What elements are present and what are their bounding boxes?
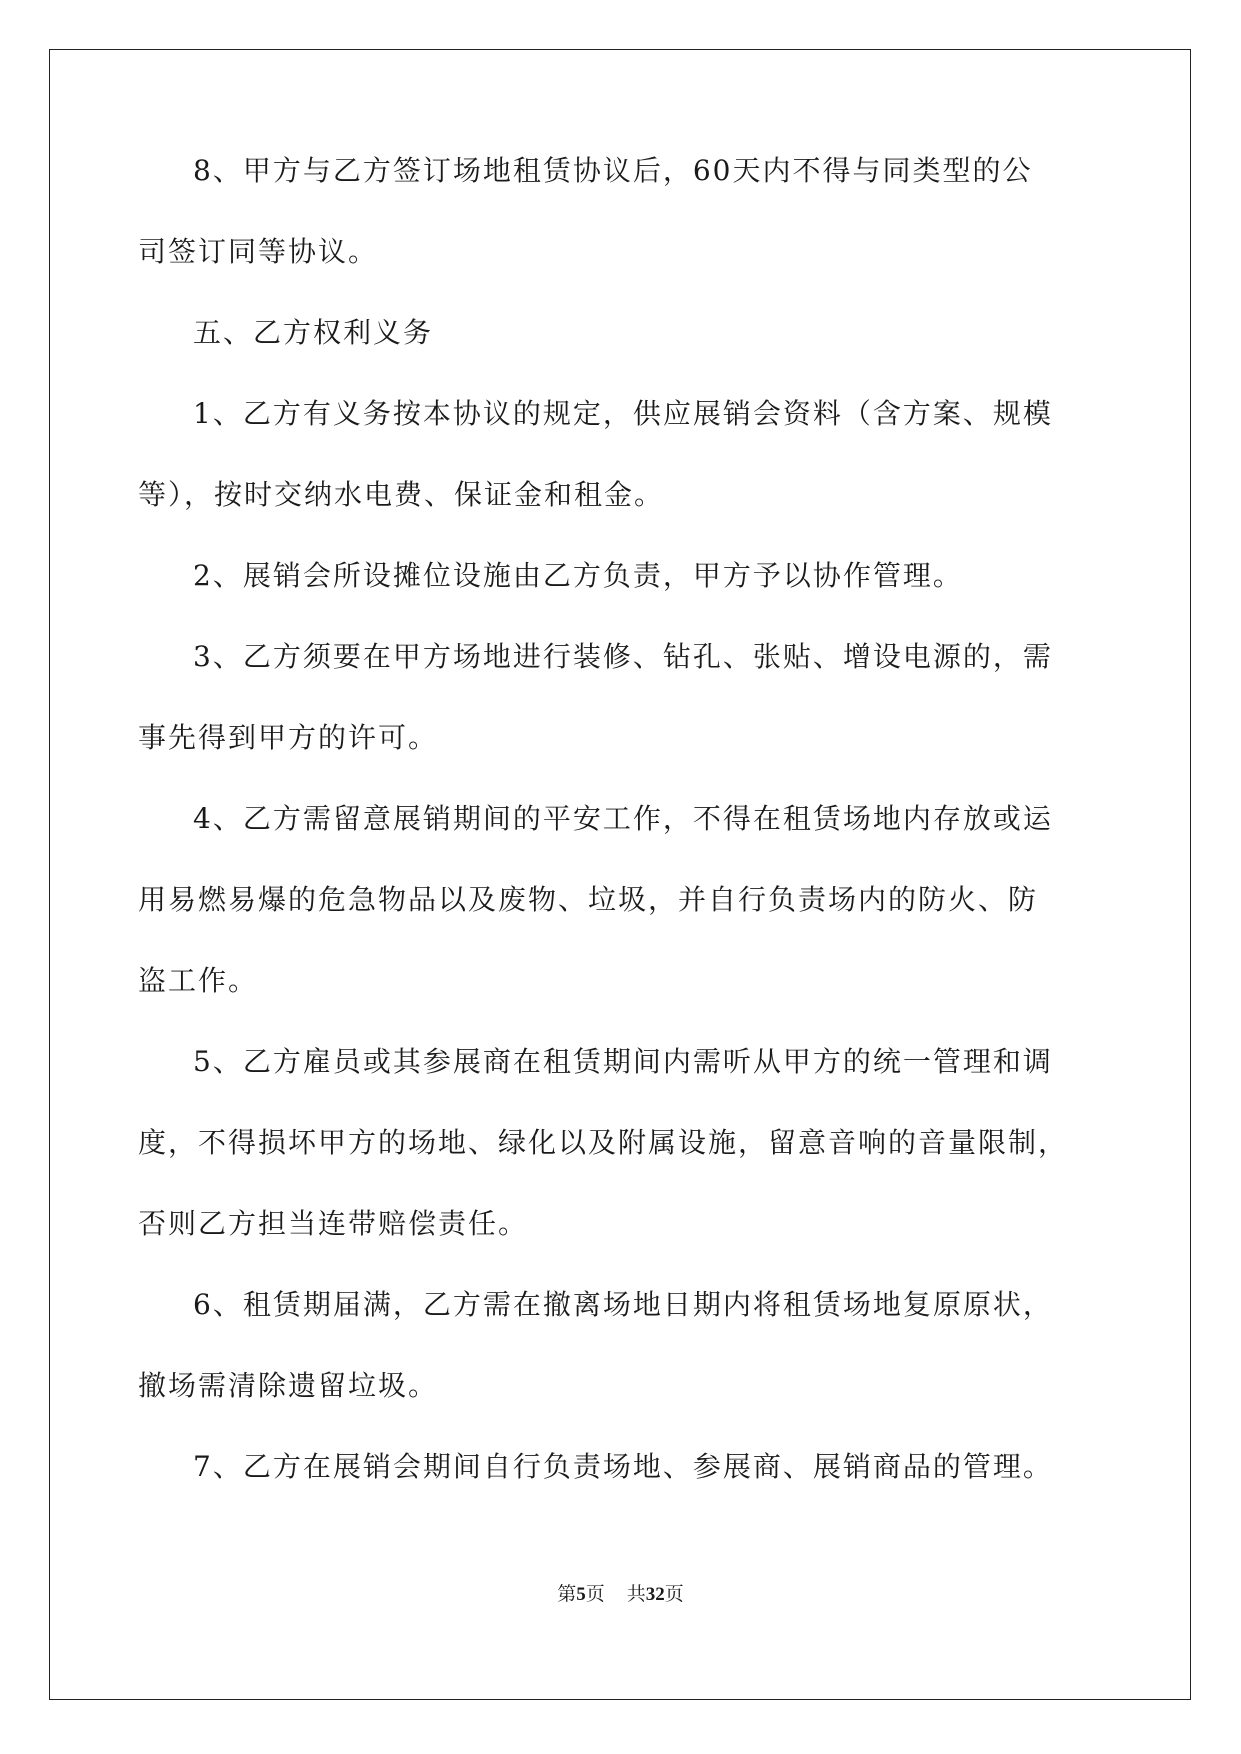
paragraph-line: 1、乙方有义务按本协议的规定，供应展销会资料（含方案、规模 [193,397,1053,430]
paragraph-line: 8、甲方与乙方签订场地租赁协议后，60天内不得与同类型的公 [193,154,1033,187]
page-prefix: 第 [557,1584,577,1605]
paragraph-line: 盗工作。 [138,964,259,997]
paragraph-line: 用易燃易爆的危急物品以及废物、垃圾，并自行负责场内的防火、防 [138,883,1039,916]
paragraph-line: 2、展销会所设摊位设施由乙方负责，甲方予以协作管理。 [193,559,963,592]
page-number: 5 [576,1584,586,1605]
section-heading: 五、乙方权利义务 [193,316,434,349]
paragraph-line: 司签订同等协议。 [138,235,379,268]
total-pages: 32 [645,1584,665,1605]
paragraph-line: 3、乙方须要在甲方场地进行装修、钻孔、张贴、增设电源的，需 [193,640,1053,673]
paragraph-line: 6、租赁期届满，乙方需在撤离场地日期内将租赁场地复原原状， [193,1288,1053,1321]
paragraph-line: 度，不得损坏甲方的场地、绿化以及附属设施，留意音响的音量限制， [138,1126,1069,1159]
total-suffix: 页 [664,1584,684,1605]
paragraph-line: 事先得到甲方的许可。 [138,721,439,754]
paragraph-line: 4、乙方需留意展销期间的平安工作，不得在租赁场地内存放或运 [193,802,1053,835]
page-footer [0,1582,1241,1608]
total-prefix: 共 [626,1584,646,1605]
paragraph-line: 等），按时交纳水电费、保证金和租金。 [138,478,665,511]
paragraph-line: 否则乙方担当连带赔偿责任。 [138,1207,529,1240]
paragraph-line: 撤场需清除遗留垃圾。 [138,1369,439,1402]
paragraph-line: 7、乙方在展销会期间自行负责场地、参展商、展销商品的管理。 [193,1450,1053,1483]
paragraph-line: 5、乙方雇员或其参展商在租赁期间内需听从甲方的统一管理和调 [193,1045,1053,1078]
page-suffix: 页 [585,1584,605,1605]
